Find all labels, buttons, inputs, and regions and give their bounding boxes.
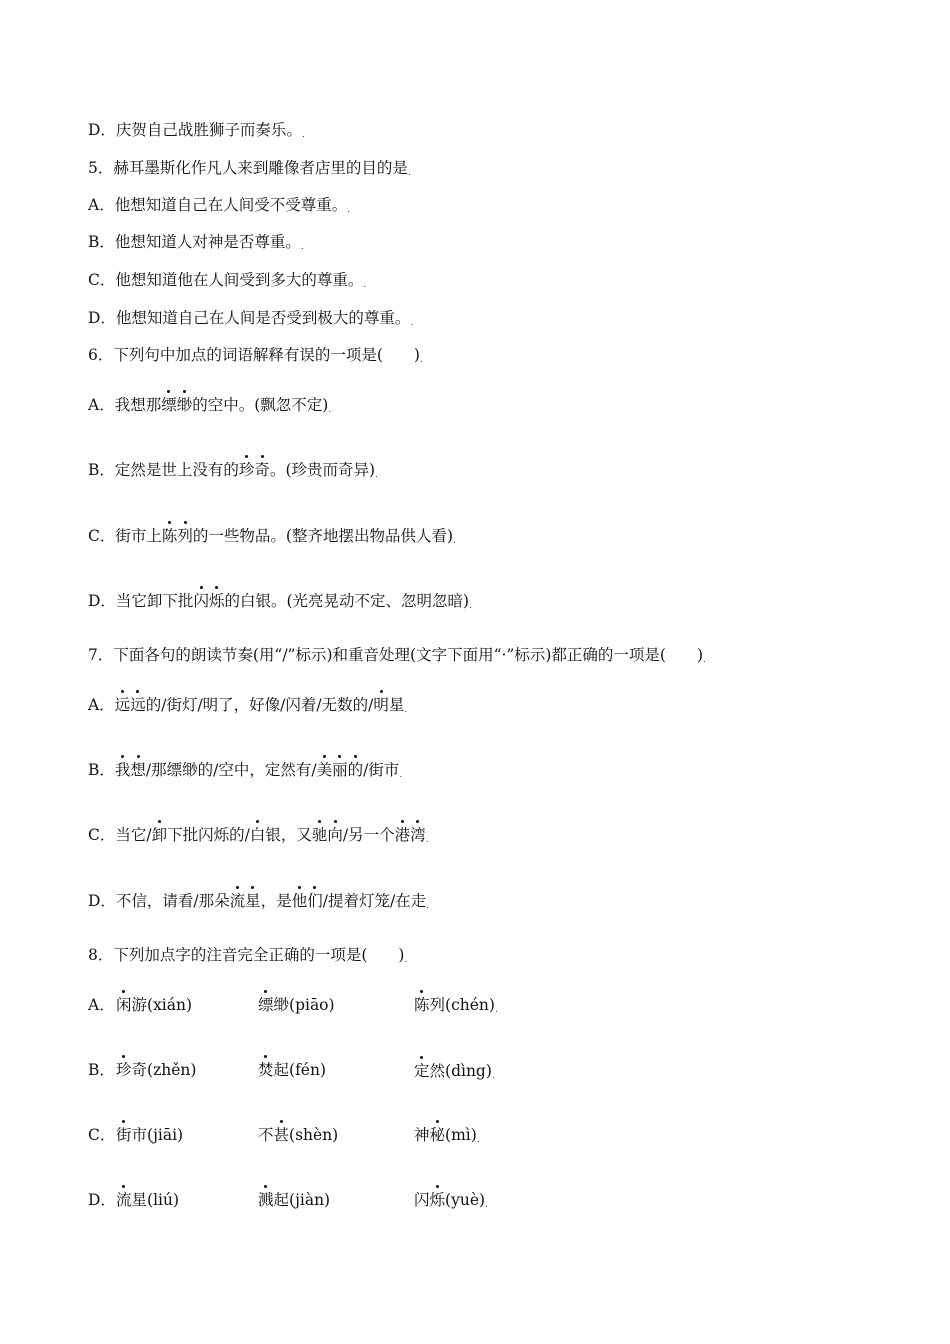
pinyin-item [414, 1061, 495, 1086]
text-segment: 不 [258, 1126, 274, 1144]
text-segment: D．当它卸下批 [88, 592, 194, 610]
end-mark: . [469, 601, 472, 611]
emphasized-char: 缥 [258, 996, 274, 1014]
emphasized-char: 想 [130, 761, 146, 779]
pinyin-item [414, 1190, 488, 1215]
text-segment: 下批闪烁的/ [167, 826, 250, 844]
option-label: C． [88, 1126, 116, 1144]
option-label: A． [88, 996, 115, 1014]
q8-option-b [88, 1060, 495, 1081]
end-mark: . [476, 1135, 480, 1145]
text-segment: 游(xián) [131, 996, 193, 1014]
pinyin-item [258, 1060, 326, 1080]
text-segment: 闪 [414, 1191, 430, 1209]
emphasized-char: 流 [229, 892, 246, 910]
emphasized-char: 他 [291, 892, 308, 910]
emphasized-char: 丽 [332, 761, 348, 779]
text-segment: A． [88, 696, 115, 714]
end-mark: . [485, 1200, 488, 1210]
emphasized-char: 港 [394, 826, 411, 844]
q8-option-a [88, 995, 498, 1015]
text-segment: 的白银。(光亮晃动不定、忽明忽暗) [224, 592, 470, 610]
pinyin-item [116, 995, 192, 1015]
text-segment: 的空中。(飘忽不定) [192, 396, 329, 414]
emphasized-char: 陈 [414, 996, 430, 1014]
text-segment: 银，又 [265, 826, 312, 844]
text-segment: 5．赫耳墨斯化作凡人来到雕像者店里的目的是 [88, 159, 408, 177]
option-label: B． [88, 1061, 115, 1079]
text-segment: A．我想那 [88, 396, 162, 414]
q5-option-a [88, 195, 350, 220]
emphasized-char: 街 [116, 1126, 132, 1144]
emphasized-char: 列 [177, 527, 193, 545]
emphasized-char: 白 [249, 826, 266, 844]
q8-option-c [88, 1125, 480, 1145]
text-segment: B．他想知道人对神是否尊重。 [88, 233, 301, 251]
q6-option-b [88, 460, 378, 485]
text-segment: (mì) [445, 1126, 477, 1144]
q5-stem [88, 158, 411, 183]
emphasized-char: 远 [130, 696, 146, 714]
emphasized-char: 们 [307, 892, 323, 910]
text-segment: 然(dìng) [429, 1062, 492, 1080]
end-mark: . [494, 1005, 498, 1015]
emphasized-char: 秘 [429, 1126, 446, 1144]
emphasized-char: 卸 [151, 826, 168, 844]
emphasized-char: 缥 [161, 396, 177, 414]
end-mark: . [426, 901, 430, 911]
emphasized-char: 湾 [410, 826, 426, 844]
pinyin-item [258, 1190, 330, 1210]
q6-option-c [88, 526, 456, 551]
text-segment: 缈(piāo) [273, 996, 335, 1014]
q7-option-c [88, 825, 429, 850]
emphasized-char: 的 [347, 761, 364, 779]
text-segment: 的一些物品。(整齐地摆出物品供人看) [192, 527, 454, 545]
end-mark: . [375, 470, 378, 480]
end-mark: . [407, 168, 411, 178]
q8-option-d [88, 1190, 488, 1210]
emphasized-char: 流 [116, 1191, 132, 1209]
option-label: D． [88, 1191, 116, 1209]
emphasized-char: 陈 [161, 527, 178, 545]
text-segment: 神 [414, 1126, 430, 1144]
end-mark: . [491, 1071, 495, 1081]
text-segment: A．他想知道自己在人间受不受尊重。 [88, 196, 348, 214]
text-segment: 列(chén) [429, 996, 495, 1014]
q5-option-c [88, 270, 366, 295]
pinyin-item [116, 1190, 179, 1210]
emphasized-char: 明 [373, 696, 389, 714]
emphasized-char: 珍 [238, 461, 255, 479]
q5-option-b [88, 232, 304, 257]
text-segment: B．定然是世上没有的 [88, 461, 239, 479]
emphasized-char: 我 [114, 761, 131, 779]
pinyin-item [116, 1125, 183, 1145]
text-segment: 奇(zhěn) [131, 1061, 197, 1079]
text-segment: C．街市上 [88, 527, 162, 545]
pinyin-item [258, 1125, 338, 1145]
end-mark: . [404, 705, 408, 715]
emphasized-char: 美 [316, 761, 333, 779]
emphasized-char: 珍 [116, 1061, 132, 1079]
emphasized-char: 烁 [208, 592, 225, 610]
text-segment: 起(jiàn) [273, 1191, 331, 1209]
end-mark: . [300, 242, 304, 252]
emphasized-char: 远 [114, 696, 131, 714]
end-mark: . [703, 655, 706, 665]
emphasized-char: 闲 [116, 996, 132, 1014]
text-segment: /那缥缈的/空中，定然有/ [145, 761, 317, 779]
end-mark: . [347, 205, 351, 215]
end-mark: . [363, 280, 367, 290]
text-segment: (shèn) [289, 1126, 339, 1144]
emphasized-char: 定 [414, 1062, 430, 1080]
q4-option-d [88, 120, 305, 145]
end-mark: . [453, 536, 456, 546]
end-mark: . [425, 835, 429, 845]
text-segment: D．不信，请看/那朵 [88, 892, 230, 910]
q6-option-d [88, 591, 472, 616]
end-mark: . [419, 355, 423, 365]
text-segment: 起(fén) [273, 1061, 327, 1079]
q8-stem [88, 945, 407, 970]
text-segment: C．他想知道他在人间受到多大的尊重。 [88, 271, 364, 289]
end-mark: . [399, 770, 403, 780]
emphasized-char: 奇 [254, 461, 270, 479]
emphasized-char: 星 [245, 892, 261, 910]
pinyin-item [414, 995, 498, 1020]
q7-option-a [88, 695, 407, 720]
text-segment: 的/街灯/明了，好像/闪着/无数的/ [145, 696, 374, 714]
text-segment: C．当它/ [88, 826, 152, 844]
emphasized-char: 甚 [273, 1126, 290, 1144]
text-segment: 7．下面各句的朗读节奏(用“/”标示)和重音处理(文字下面用“·”标示)都正确的一项是( ) [88, 646, 703, 664]
end-mark: . [410, 318, 414, 328]
q7-stem [88, 645, 706, 670]
text-segment: (yuè) [445, 1191, 486, 1209]
emphasized-char: 缈 [176, 396, 193, 414]
emphasized-char: 闪 [193, 592, 209, 610]
q6-option-a [88, 395, 331, 420]
text-segment: 6．下列句中加点的词语解释有误的一项是( ) [88, 346, 420, 364]
text-segment: B． [88, 761, 115, 779]
pinyin-item [414, 1125, 480, 1150]
q5-option-d [88, 308, 413, 333]
text-segment: /街市 [363, 761, 400, 779]
q7-option-b [88, 760, 402, 785]
text-segment: 8．下列加点字的注音完全正确的一项是( ) [88, 946, 405, 964]
emphasized-char: 向 [327, 826, 343, 844]
text-segment: D．庆贺自己战胜狮子而奏乐。 [88, 121, 302, 139]
pinyin-item [258, 995, 335, 1015]
text-segment: 星 [388, 696, 405, 714]
pinyin-item [116, 1060, 196, 1080]
end-mark: . [328, 405, 332, 415]
text-segment: /提着灯笼/在走 [322, 892, 427, 910]
text-segment: /另一个 [342, 826, 395, 844]
emphasized-char: 焚 [258, 1061, 274, 1079]
end-mark: . [404, 955, 408, 965]
text-segment: 市(jiāi) [131, 1126, 184, 1144]
q7-option-d [88, 891, 429, 916]
emphasized-char: 驰 [311, 826, 328, 844]
emphasized-char: 溅 [258, 1191, 274, 1209]
text-segment: 。(珍贵而奇异) [269, 461, 376, 479]
text-segment: 星(liú) [131, 1191, 180, 1209]
end-mark: . [301, 130, 305, 140]
emphasized-char: 烁 [429, 1191, 446, 1209]
q6-stem [88, 345, 423, 370]
text-segment: D．他想知道自己在人间是否受到极大的尊重。 [88, 309, 411, 327]
text-segment: ，是 [260, 892, 292, 910]
